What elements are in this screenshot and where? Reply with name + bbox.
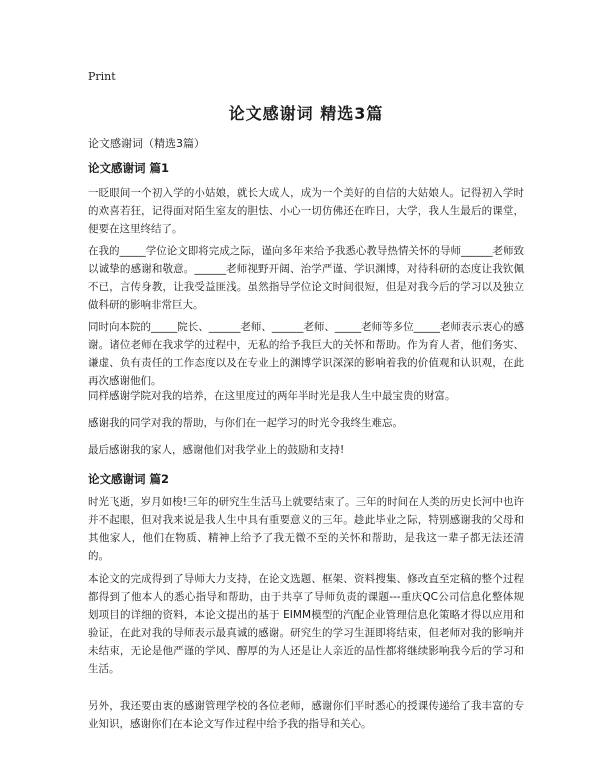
paragraph: 一眨眼间一个初入学的小姑娘，就长大成人，成为一个美好的自信的大姑娘人。记得初入学时的欢喜若狂，记得面对陌生室友的胆怯、小心一切仿佛还在昨日，大学，我人生最后的课堂，便要在这里终结了。 xyxy=(88,187,524,235)
print-link[interactable]: Print xyxy=(88,70,116,83)
paragraph: 同样感谢学院对我的培养，在这里度过的两年半时光是我人生中最宝贵的财富。 xyxy=(88,390,456,402)
paragraph: 最后感谢我的家人，感谢他们对我学业上的鼓励和支持! xyxy=(88,444,345,456)
paragraph: 感谢我的同学对我的帮助，与你们在一起学习的时光令我终生难忘。 xyxy=(88,417,403,429)
section-heading: 论文感谢词 篇1 xyxy=(88,161,170,175)
paragraph: 另外，我还要由衷的感谢管理学校的各位老师，感谢你们平时悉心的授课传递给了我丰富的专业知识，感谢你们在本论文写作过程中给予我的指导和关心。 xyxy=(88,700,524,730)
document-title: 论文感谢词 精选3篇 xyxy=(228,104,384,123)
paragraph: 在我的_____学位论文即将完成之际，谨向多年来给予我悉心教导热情关怀的导师______老师致以诚挚的感谢和敬意。______老师视野开阔、治学严谨、学识渊博，对待科研的态度让我钦佩不已，言传身教，让我受益匪浅。虽然指导学位论文时间很短，但是对我今后的学习以及独立做科研的影响非常巨大。 xyxy=(88,245,524,311)
paragraph: 时光飞逝，岁月如梭!三年的研究生生活马上就要结束了。三年的时间在人类的历史长河中也许并不起眼，但对我来说是我人生中具有重要意义的三年。趁此毕业之际，特别感谢我的父母和其他家人，他们在物质、精神上给予了我无微不至的关怀和帮助，是我这一辈子都无法还清的。 xyxy=(88,496,524,562)
section-heading: 论文感谢词 篇2 xyxy=(88,472,170,486)
paragraph: 同时向本院的_____院长、______老师、______老师、_____老师等多位_____老师表示衷心的感谢。诸位老师在我求学的过程中，无私的给予我巨大的关怀和帮助。作为育人者，他们务实、谦虚、负有责任的工作态度以及在专业上的渊博学识深深的影响着我的价值观和认识观，在此再次感谢他们。 xyxy=(88,321,524,387)
document-subtitle: 论文感谢词（精选3篇） xyxy=(88,137,205,150)
paragraph: 本论文的完成得到了导师大力支持，在论文选题、框架、资料搜集、修改直至定稿的整个过程都得到了他本人的悉心指导和帮助，由于共享了导师负责的课题---重庆QC公司信息化整体规划项目的详细的资料，本论文提出的基于 EIMM模型的汽配企业管理信息化策略才得以应用和验证，在此对我的导师表示最真诚的感谢。研究生的学习生涯即将结束，但老师对我的影响并未结束，无论是他严谨的学风、醇厚的为人还是让人亲近的品性都将继续影响我今后的学习和生活。 xyxy=(88,573,524,675)
